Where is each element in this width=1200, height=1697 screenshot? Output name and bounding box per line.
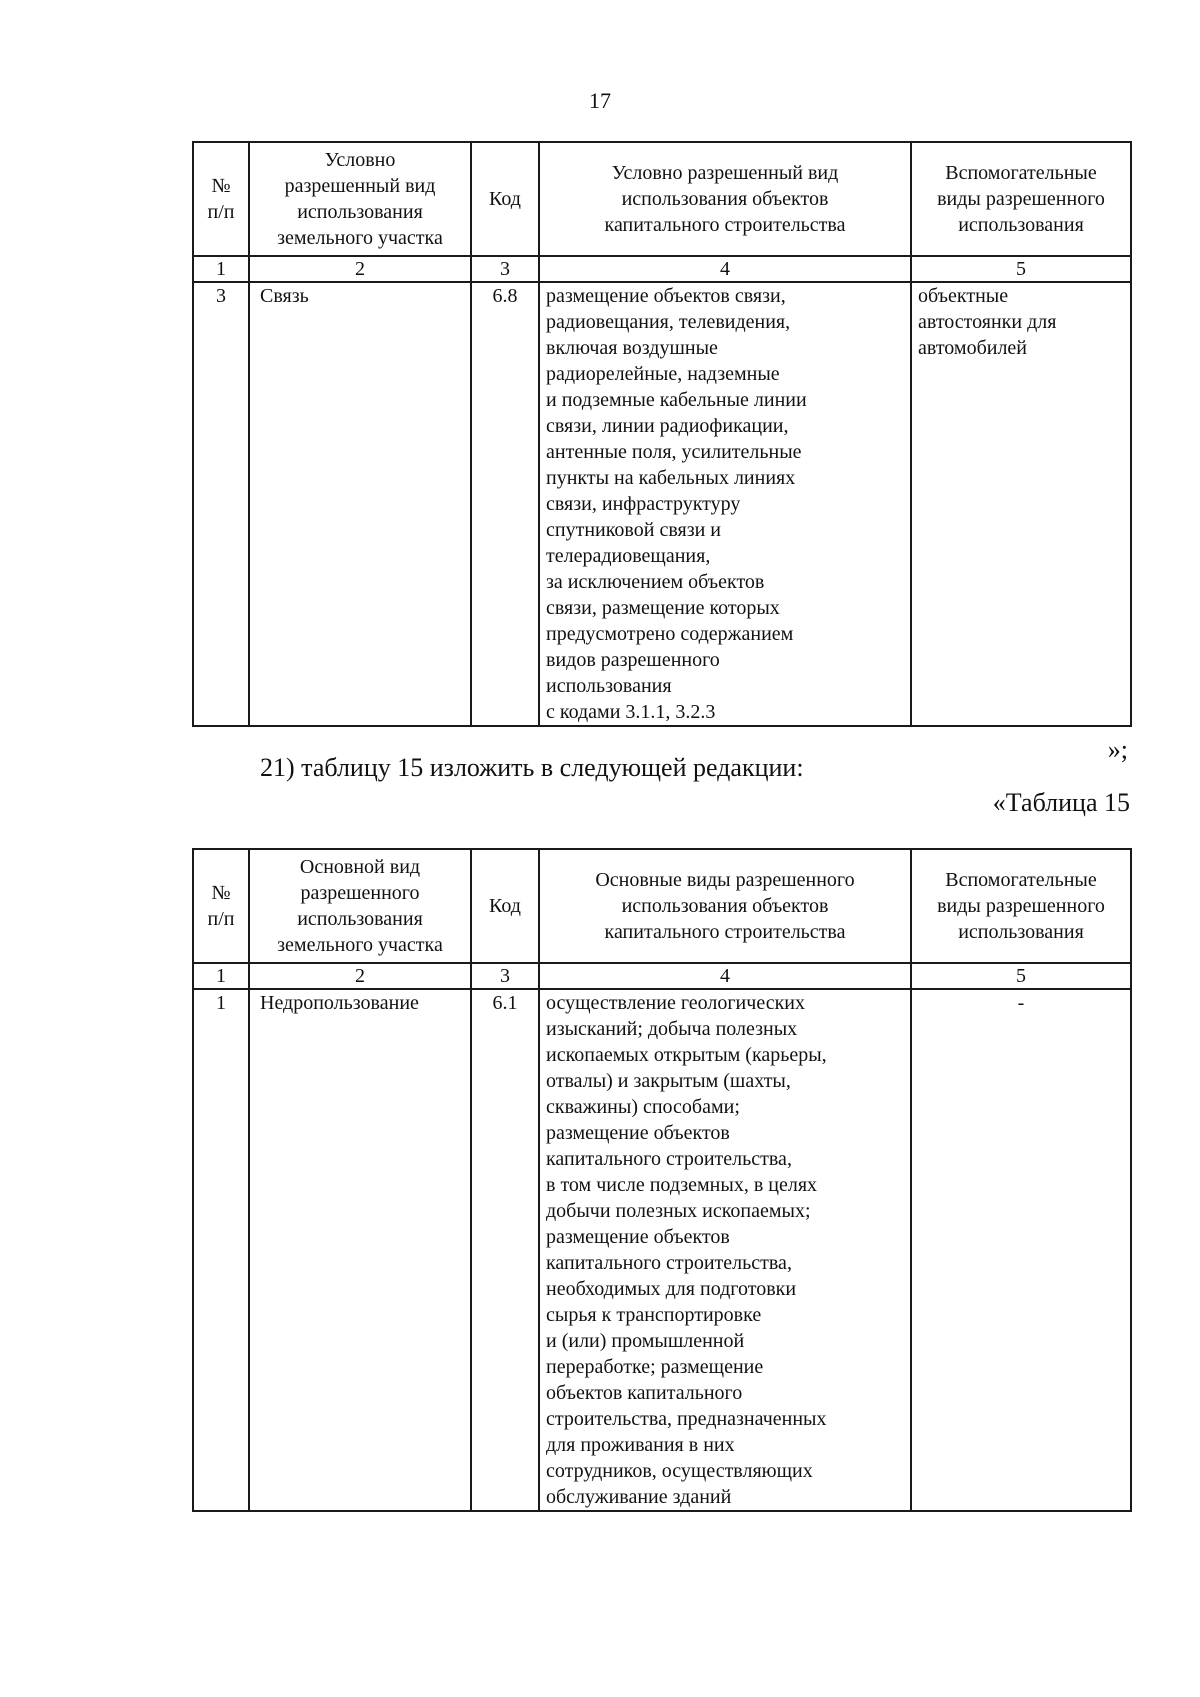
- row-num: 1: [193, 989, 249, 1511]
- column-number: 4: [539, 256, 911, 282]
- column-number: 3: [471, 256, 539, 282]
- header-aux: Вспомогательные виды разрешенного использования: [911, 849, 1131, 963]
- column-number: 1: [193, 963, 249, 989]
- row-aux: -: [911, 989, 1131, 1511]
- column-number: 4: [539, 963, 911, 989]
- row-use: Недропользование: [249, 989, 471, 1511]
- table-conditional-use: [192, 141, 1132, 727]
- header-objects: Условно разрешенный вид использования объектов капитального строительства: [539, 142, 911, 256]
- header-code: Код: [471, 142, 539, 256]
- header-objects: Основные виды разрешенного использования объектов капитального строительства: [539, 849, 911, 963]
- row-code: 6.8: [471, 282, 539, 726]
- closing-quote: »;: [1107, 735, 1128, 764]
- table-main-use: [192, 848, 1132, 1512]
- page-number: 17: [589, 88, 611, 113]
- column-number: 5: [911, 256, 1131, 282]
- column-number: 1: [193, 256, 249, 282]
- table-row: [193, 282, 1131, 726]
- row-objects: размещение объектов связи, радиовещания, телевидения, включая воздушные радиорелейные, надземные и подземные кабельные линии связи, линии радиофикации, антенные поля, усилительные пункты на кабельных линиях связи, инфраструктуру спутниковой связи и телерадиовещания, за исключением объектов связи, размещение которых предусмотрено содержанием видов разрешенного использования с кодами 3.1.1, 3.2.3: [539, 282, 911, 726]
- header-code: Код: [471, 849, 539, 963]
- row-num: 3: [193, 282, 249, 726]
- header-use: Основной вид разрешенного использования земельного участка: [249, 849, 471, 963]
- column-number: 3: [471, 963, 539, 989]
- header-num: № п/п: [193, 142, 249, 256]
- row-code: 6.1: [471, 989, 539, 1511]
- header-aux: Вспомогательные виды разрешенного использования: [911, 142, 1131, 256]
- column-number-row: [193, 963, 1131, 989]
- row-aux: объектные автостоянки для автомобилей: [911, 282, 1131, 726]
- column-number: 5: [911, 963, 1131, 989]
- column-number: 2: [249, 963, 471, 989]
- table-header-row: [193, 142, 1131, 256]
- row-objects: осуществление геологических изысканий; добыча полезных ископаемых открытым (карьеры, отвалы) и закрытым (шахты, скважины) способами; размещение объектов капитального строительства, в том числе подземных, в целях добычи полезных ископаемых; размещение объектов капитального строительства, необходимых для подготовки сырья к транспортировке и (или) промышленной переработке; размещение объектов капитального строительства, предназначенных для проживания в них сотрудников, осуществляющих обслуживание зданий: [539, 989, 911, 1511]
- row-use: Связь: [249, 282, 471, 726]
- header-num: № п/п: [193, 849, 249, 963]
- column-number-row: [193, 256, 1131, 282]
- table-header-row: [193, 849, 1131, 963]
- header-use: Условно разрешенный вид использования земельного участка: [249, 142, 471, 256]
- table-row: [193, 989, 1131, 1511]
- amendment-paragraph: 21) таблицу 15 изложить в следующей редакции:: [260, 753, 804, 782]
- table-caption: «Таблица 15: [992, 788, 1130, 817]
- column-number: 2: [249, 256, 471, 282]
